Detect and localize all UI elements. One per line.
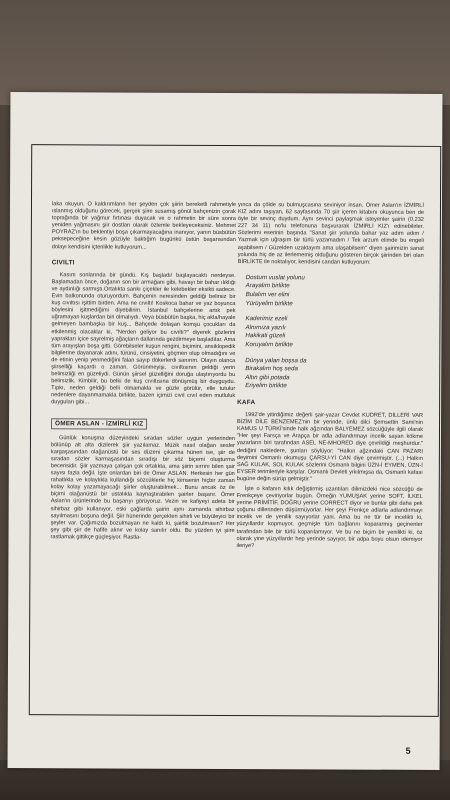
poem-line: Yürüyelim birlikte	[245, 299, 293, 307]
poem-stanza	[246, 274, 424, 309]
magazine-page	[8, 92, 443, 770]
background-top	[0, 0, 450, 105]
poem-line: Eriyelim birlikte	[245, 382, 287, 390]
kafa-paragraph: 1992'de yitirdiğimiz değerli şair-yazar Cevdet KUDRET, DİLLERİ VAR BİZİM DİLE BENZEMEZ'nin bir yerinde, ünlü dilci Şemsettin Sami'nin KAMUS U TÜRKİ'sinde halk ağzından BALYEMEZ sözcüğüyle ilgili olarak "Her şeyi Farsça ve Arapça bir adla adlandırmayı incelik sayan kökme yazarların biri tarafından ASEL NE-MHORED diye çevrildiği meşhurdur." dediğini nakledere, şunları söylüyor: "Halkın ağzındaki CAN PAZARI deyimini Osmanlı okumuşu ÇARSU-Yİ CAN diye çevirmiştir. (...) Halkın SAĞ KULAK, SOL KULAK sözlerini Osmanlı bilgini ÜZN-İ EYMEN, ÜZN-İ EYSER terimleriyle karşılar. Osmanlı Devleti yıkılmışsa da, Osmanlı kafası bugüne değin sürüp gelmiştir."	[236, 412, 424, 483]
left-column	[51, 201, 236, 545]
poem-stanza	[245, 357, 423, 392]
poem-line: Bulalım ver elini	[245, 291, 290, 299]
poem-line: Arayalım birlikte	[245, 282, 290, 290]
poem-line: Hakikati güzeli	[245, 332, 286, 340]
right-intro-paragraph: yınca da çölde su bulmuşcasına seviniyor insan. Ömer Aslan'ın İZMİRLİ KIZ adını taşıyan, 62 sayfasında 70 şiir içeren kitabını okuyunca ben de öyle bir sevinç duydum. Aynı sevinci paylaşmak isteyenler şairin (0.232 227 34 11) no'lu telefonuna başvurarak İZMİRLİ KIZ'ı edinebilirler. Sözlerimi eserinin başında "Sanat şiir yolunda bahar yaz adım adım / Yazmak için uğraşım bir türlü yazamadım / Tek arzum elimde bu engeli aşabilsem / Güzelden uzaktayım ama ulaşabilsem" diyen şairimizin sanat yolunda hiç de az ilerlememiş olduğunu gösteren birçok şiirinden biri olan BİRLİKTE ile noktalıyor, kendisini candan kutluyorum:	[237, 202, 424, 266]
poem-line: Alnımıza yazılı	[245, 323, 286, 332]
page-number: 5	[405, 745, 411, 756]
left-intro-paragraph: laka okuyun. O kaldırımların her şeyden çok şiirin bereketli rahmetiyle ıslanmış olduğunu görecek, gerçek şiire susamış gönül bahçenizin çorak toprağında bir yağmur fırtınası duyacak ve o rahmetin bir süre sonra yeniden yağmasını şiir dostları olarak özlemle bekleyeceksiniz. Mehmet POYRAZ'ın bu beklentiyi boşa çıkarmayacağına inanıyor, yanın büsbütün peksepeceğine kesin gözüyle baktığım bugünkü üstün başarısından dolayı kendisini içtenlikle kutluyorum...	[51, 201, 236, 251]
poem-line: Koruyalım birlikte	[245, 341, 293, 349]
section-heading-omer-aslan: ÖMER ASLAN - İZMİRLİ KIZ	[51, 418, 147, 430]
poem-stanza	[245, 315, 423, 350]
omer-aslan-paragraph: Günlük konuşma düzeyindeki sıradan sözler uygun yerlerinden bölünüp alt alta dizilerek şiir yazılamaz. Müzik nasıl olağan sesler kargaşasından olağanüstü bir ses düzeni çıkarma hüneri ise, şiir de sıradan sözler karmaşasından sıradışı bir söz biçemi oluşturma becerisidir. Şiir yazmaya çalışan çok ortalıkta, ama şiirin sırrını bilen şair sayısı fazla değil. İşte onlardan biri de Ömer ASLAN. Herkesin her gün rahatlıkla ve kolaylıkla kullandığı sözcüklerle hiç kimsenin hiçbir zaman kolay kolay yazamayacağı şiirler oluşturabilmek... Bunu ancak öz ile biçimi olağanüstü bir ustalıkla kaynaştırabilen şairler başarır. Ömer Aslan'ın ürünlerinde bu başarıyı görüyoruz. Vezin ve kafiyeyi adeta bir sihirbaz gibi kullanıyor, eski çağlarda şairin aynı zamanda sihirbaz sayılmasını boşuna değil. Şiir hünerinde gerçekten sihirli ve büyüleyici bir şeyler var. Çağımızda bozulmayan ne kaldı ki, şairlik bozulmasın? Her şey gibi şiir de hafife alınır ve kolay sanılır oldu. Bu yüzden iyi şiire rastlamak gittikçe güçleşiyor. Rastla-	[50, 434, 235, 541]
poem-line: Altın gibi potada	[245, 373, 290, 382]
poem-birlikte	[245, 274, 424, 392]
poem-line: Birakalım hoş seda	[245, 365, 298, 373]
section-heading-kafa: KAFA	[237, 399, 256, 407]
civilti-paragraph: Kasım sonlarında bir gündü. Kış başladı/ başlayacaktı nerdeyse. Başlamadan önce, doğanın son bir armağanı gibi, havayı bir bahar ılıklığı ve aydınlığı sarmıştı.Ortalıkta sarıkı çiçekler ile kelebekler eksikti sadece. Evin balkonunda oturuyordum. Bahçenin neresinden geldiği belirsiz bir kuş cıvıltısı işittim birden. Ama ne cıvıltı! Koskoca bahar ve yaz boyunca böylesini işitmediğimi diyebilirim. İstanbul bahçelerine artık pek uğramayan kuşlardan biri olmalıydı. Veya büsbütün başka, hiç akla/hayale gelmeyen bambaşka bir kuş... Bahçede dolaşan komşu çocukları da etkilenmiş olacaklar ki, "Nerden geliyor bu cıvıltı?" diyerek gözlerini yaprakları içice sayrelmiş ağaçların dallarında gezdirmeye başladılar. Ama tüm arayışları boşa gitti. Görebilseler kuşun rengini, biçimini, ansiklopedik bilgilerine dayanarak adını, türünü, cinsiyetini, göçmen olup olmadığını ve de etinin yenip yenmediğini falan sayıp dökerlerdi sanırım. Olayın olanca şiirselliği kaçardı o zaman. Görünmeyişi, cıvıltısının geldiği yerin belirsizliği en güzeliydi. Günün şiirsel güzelliğini doruğa ulaştırıyordu bu belirsizlik. Kimbilir, bu belki de kuş cıvıltısına dönüşmüş bir duyguydu. Tıpkı, neden geldiği belli olmamakla ve güzle görülür, elle tutulur nedenlere dayanmamakla birlikte, bazen içimizi cıvıl cıvıl eden mutluluk duyguları gibi...	[51, 272, 236, 406]
poem-line: Kaderimiz ezeli	[245, 315, 288, 323]
poem-line: Dünya yalan boşsa da	[245, 356, 307, 364]
poem-line: Dostum vuslat yolunu	[245, 273, 305, 282]
right-column	[236, 202, 424, 554]
kafa-paragraph: İşte o kafanın kılık değiştirmiş uzantıları dilimizdeki nice sözcüğü de Frenkçeye çeviriyorlar bugün. Örneğin YUMUŞAK yerine SOFT, İLKEL yerine PRİMİTİF, DOĞRU yerine CORRECT diyor ve bunlar gibi daha pek çoğunu dillerinden düşürmüyorlar. Her şeyi Frenkçe adlarla adlandırmayı incelik ve de yenilik sayıyorlar yani. Ama bu ne tür bir incelikti ki, yüzyıllardır kopmuyor, geçmişle tüm bağlarını kopararmış geçinenler tarafından bile bir türlü koparılamıyor. Ve bu ne biçim bir yenilikti ki, öz olarak yine yüzyıllardır hep yerinde sayıyor, bir adpa boyu olsun ıdemiyor ileriye?	[236, 486, 423, 549]
section-heading-civilti: CIVILTI	[51, 258, 75, 266]
